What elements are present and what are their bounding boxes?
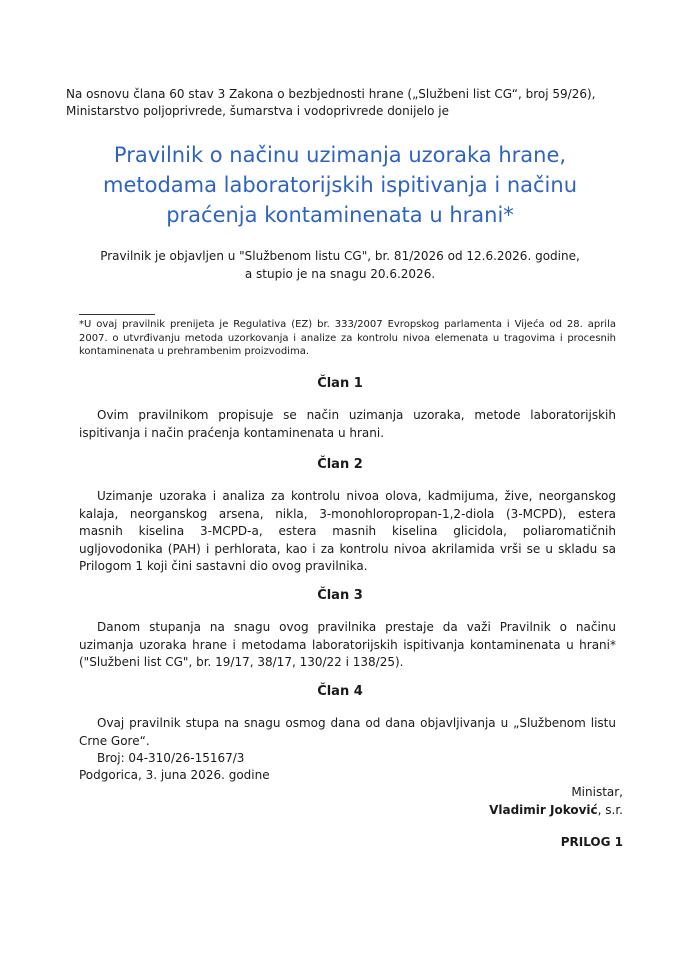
footnote: *U ovaj pravilnik prenijeta je Regulativa (EZ) br. 333/2007 Evropskog parlamenta i Vijeća od 28. aprila 2007. o utvrđivanju metoda uzorkovanja i analize za kontrolu nivoa elemenata u tragovima i procesnih kontaminenata u prehrambenim proizvodima. <box>79 319 616 357</box>
article-3-heading: Član 3 <box>317 588 363 603</box>
article-3-text: Danom stupanja na snagu ovog pravilnika prestaje da važi Pravilnik o načinu uzimanja uzoraka hrane i metodama laboratorijskih ispitivanja kontaminenata u hrani* ("Službeni list CG", br. 19/17, 38/17, 130/22 i 138/25). <box>79 620 616 669</box>
signatory-name: Vladimir Joković <box>489 803 598 817</box>
publication-note <box>60 247 620 283</box>
annex-label: PRILOG 1 <box>560 835 623 849</box>
signatory-role: Ministar, <box>571 785 623 799</box>
intro-paragraph <box>66 86 626 120</box>
signatory-suffix: , s.r. <box>597 803 623 817</box>
title-line-3: praćenja kontaminenata u hrani* <box>166 203 514 227</box>
article-2-text: Uzimanje uzoraka i analiza za kontrolu nivoa olova, kadmijuma, žive, neorganskog kalaja, neorganskog arsena, nikla, 3-monohloropropan-1,2-diola (3-MCPD), estera masnih kiselina 3-MCPD-a, estera masnih kiselina glicidola, poliaromatičnih ugljovodonika (PAH) i perhlorata, kao i za kontrolu nivoa akrilamida vrši se u skladu sa Prilogom 1 koji čini sastavni dio ovog pravilnika. <box>79 489 616 573</box>
article-1-text: Ovim pravilnikom propisuje se način uzimanja uzoraka, metode laboratorijskih ispitivanja i način praćenja kontaminenata u hrani. <box>79 408 616 440</box>
intro-line-2: Ministarstvo poljoprivrede, šumarstva i vodoprivrede donijelo je <box>66 104 450 118</box>
signatory <box>489 803 623 817</box>
document-title <box>60 140 620 230</box>
title-line-2: metodama laboratorijskih ispitivanja i načinu <box>102 173 578 197</box>
article-2-heading: Član 2 <box>317 457 363 472</box>
article-1-heading: Član 1 <box>317 376 363 391</box>
document-number: Broj: 04-310/26-15167/3 <box>97 751 245 765</box>
intro-line-1: Na osnovu člana 60 stav 3 Zakona o bezbjednosti hrane („Službeni list CG“, broj 59/26), <box>66 87 596 101</box>
article-4-text: Ovaj pravilnik stupa na snagu osmog dana od dana objavljivanja u „Službenom listu Crne Gore“. <box>79 716 616 748</box>
publication-line-2: a stupio je na snagu 20.6.2026. <box>244 267 436 281</box>
place-date: Podgorica, 3. juna 2026. godine <box>79 768 270 782</box>
article-4-heading: Član 4 <box>317 684 363 699</box>
footnote-separator <box>79 314 155 315</box>
publication-line-1: Pravilnik je objavljen u "Službenom listu CG", br. 81/2026 od 12.6.2026. godine, <box>100 249 580 263</box>
title-line-1: Pravilnik o načinu uzimanja uzoraka hrane, <box>113 143 567 167</box>
